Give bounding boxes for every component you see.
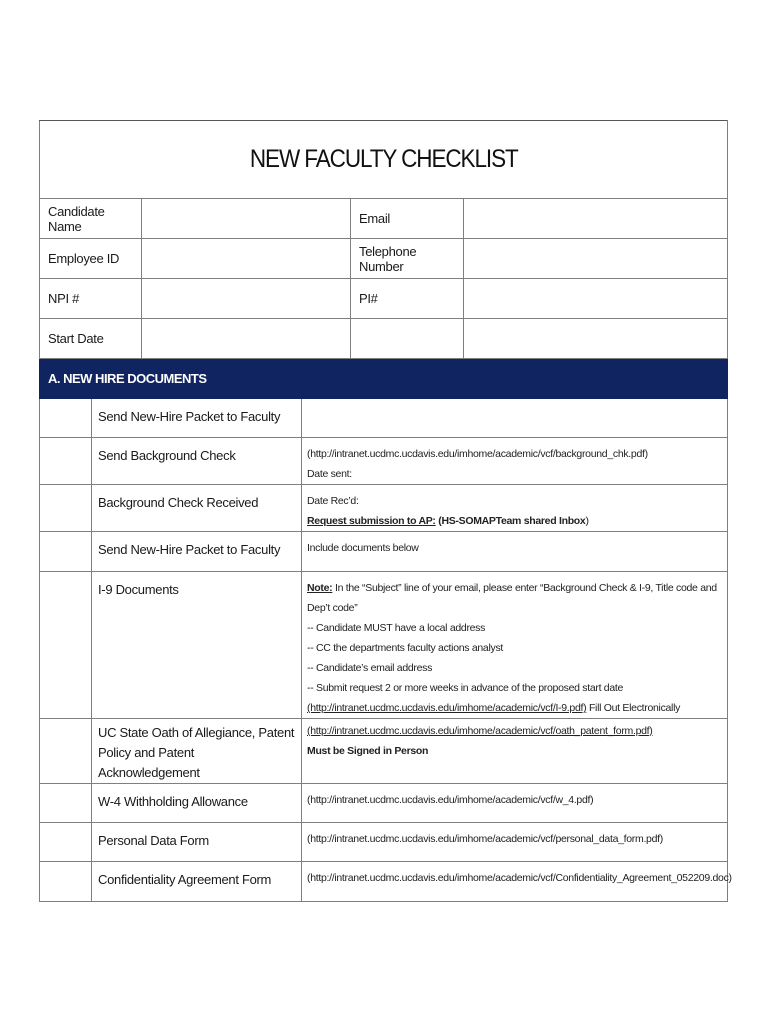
item-label: I-9 Documents (92, 572, 302, 719)
checkbox-cell[interactable] (40, 784, 92, 823)
checkbox-cell[interactable] (40, 532, 92, 572)
i9-link-line (307, 698, 721, 718)
info-row-candidate-name (40, 199, 728, 239)
request-submission-line (307, 511, 721, 531)
item-detail (302, 485, 728, 532)
checklist-form (39, 120, 732, 902)
i9-note (307, 578, 721, 618)
start-date-extra-cell (351, 319, 464, 359)
checklist-row (40, 719, 728, 784)
checkbox-cell[interactable] (40, 438, 92, 485)
item-label: Background Check Received (92, 485, 302, 532)
checklist-row (40, 399, 728, 438)
checklist-table (39, 120, 732, 902)
i9-link[interactable]: (http://intranet.ucdmc.ucdavis.edu/imhome/academic/vcf/I-9.pdf) (307, 702, 587, 714)
title-cell (40, 121, 728, 199)
item-label: Send Background Check (92, 438, 302, 485)
item-detail (302, 438, 728, 485)
employee-id-field[interactable] (142, 239, 351, 279)
i9-bullet: -- Candidate MUST have a local address (307, 622, 486, 634)
personal-data-link[interactable]: (http://intranet.ucdmc.ucdavis.edu/imhome/academic/vcf/personal_data_form.pdf) (307, 833, 663, 845)
item-detail (302, 572, 728, 719)
item-label: Confidentiality Agreement Form (92, 862, 302, 902)
candidate-name-field[interactable] (142, 199, 351, 239)
checkbox-cell[interactable] (40, 823, 92, 862)
item-detail (302, 823, 728, 862)
checkbox-cell[interactable] (40, 399, 92, 438)
checkbox-cell[interactable] (40, 485, 92, 532)
checkbox-cell[interactable] (40, 862, 92, 902)
pi-field[interactable] (464, 279, 728, 319)
item-detail (302, 532, 728, 572)
email-field[interactable] (464, 199, 728, 239)
i9-bullet: -- Submit request 2 or more weeks in advance of the proposed start date (307, 682, 624, 694)
start-date-field[interactable] (142, 319, 351, 359)
date-received-label: Date Rec’d: (307, 495, 359, 507)
start-date-label: Start Date (40, 319, 142, 359)
checklist-row (40, 532, 728, 572)
item-label: W-4 Withholding Allowance (92, 784, 302, 823)
checklist-row (40, 862, 728, 902)
telephone-number-label: Telephone Number (351, 239, 464, 279)
item-label: UC State Oath of Allegiance, Patent Policy and Patent Acknowledgement (92, 719, 302, 784)
item-label: Personal Data Form (92, 823, 302, 862)
w4-link[interactable]: (http://intranet.ucdmc.ucdavis.edu/imhome/academic/vcf/w_4.pdf) (307, 794, 594, 806)
candidate-name-label: Candidate Name (40, 199, 142, 239)
background-check-link[interactable]: (http://intranet.ucdmc.ucdavis.edu/imhome/academic/vcf/background_chk.pdf) (307, 448, 648, 460)
i9-bullet: -- Candidate’s email address (307, 662, 433, 674)
checkbox-cell[interactable] (40, 719, 92, 784)
email-label: Email (351, 199, 464, 239)
i9-bullet: -- CC the departments faculty actions analyst (307, 642, 504, 654)
info-row-npi (40, 279, 728, 319)
checklist-row (40, 572, 728, 719)
employee-id-label: Employee ID (40, 239, 142, 279)
pi-label: PI# (351, 279, 464, 319)
confidentiality-link[interactable]: (http://intranet.ucdmc.ucdavis.edu/imhome/academic/vcf/Confidentiality_Agreement_052209.doc) (307, 872, 732, 884)
npi-label: NPI # (40, 279, 142, 319)
item-label: Send New-Hire Packet to Faculty (92, 399, 302, 438)
oath-patent-link[interactable]: (http://intranet.ucdmc.ucdavis.edu/imhome/academic/vcf/oath_patent_form.pdf) (307, 725, 653, 737)
telephone-number-field[interactable] (464, 239, 728, 279)
request-close-paren: ) (585, 515, 589, 527)
npi-field[interactable] (142, 279, 351, 319)
request-submission-prefix: Request submission to AP: (307, 515, 436, 527)
request-inbox-text: (HS-SOMAPTeam shared Inbox (435, 515, 586, 527)
signed-in-person-note: Must be Signed in Person (307, 745, 429, 757)
info-row-employee-id (40, 239, 728, 279)
start-date-extra-field (464, 319, 728, 359)
checklist-row (40, 438, 728, 485)
section-a-header (40, 359, 728, 399)
info-row-start-date (40, 319, 728, 359)
page-title: NEW FACULTY CHECKLIST (249, 145, 518, 173)
i9-link-suffix: Fill Out Electronically (586, 702, 681, 714)
checkbox-cell[interactable] (40, 572, 92, 719)
include-documents-note: Include documents below (307, 542, 419, 554)
date-sent-label: Date sent: (307, 468, 352, 480)
checklist-row (40, 823, 728, 862)
checklist-row (40, 485, 728, 532)
note-prefix: Note: (307, 582, 333, 594)
item-detail (302, 862, 732, 902)
item-detail (302, 399, 728, 438)
item-detail (302, 784, 728, 823)
item-label: Send New-Hire Packet to Faculty (92, 532, 302, 572)
note-text: In the “Subject” line of your email, please enter “Background Check & I-9, Title code and Dep’t code” (307, 582, 717, 614)
checklist-row (40, 784, 728, 823)
item-detail (302, 719, 728, 784)
section-a-heading: A. NEW HIRE DOCUMENTS (40, 359, 728, 399)
